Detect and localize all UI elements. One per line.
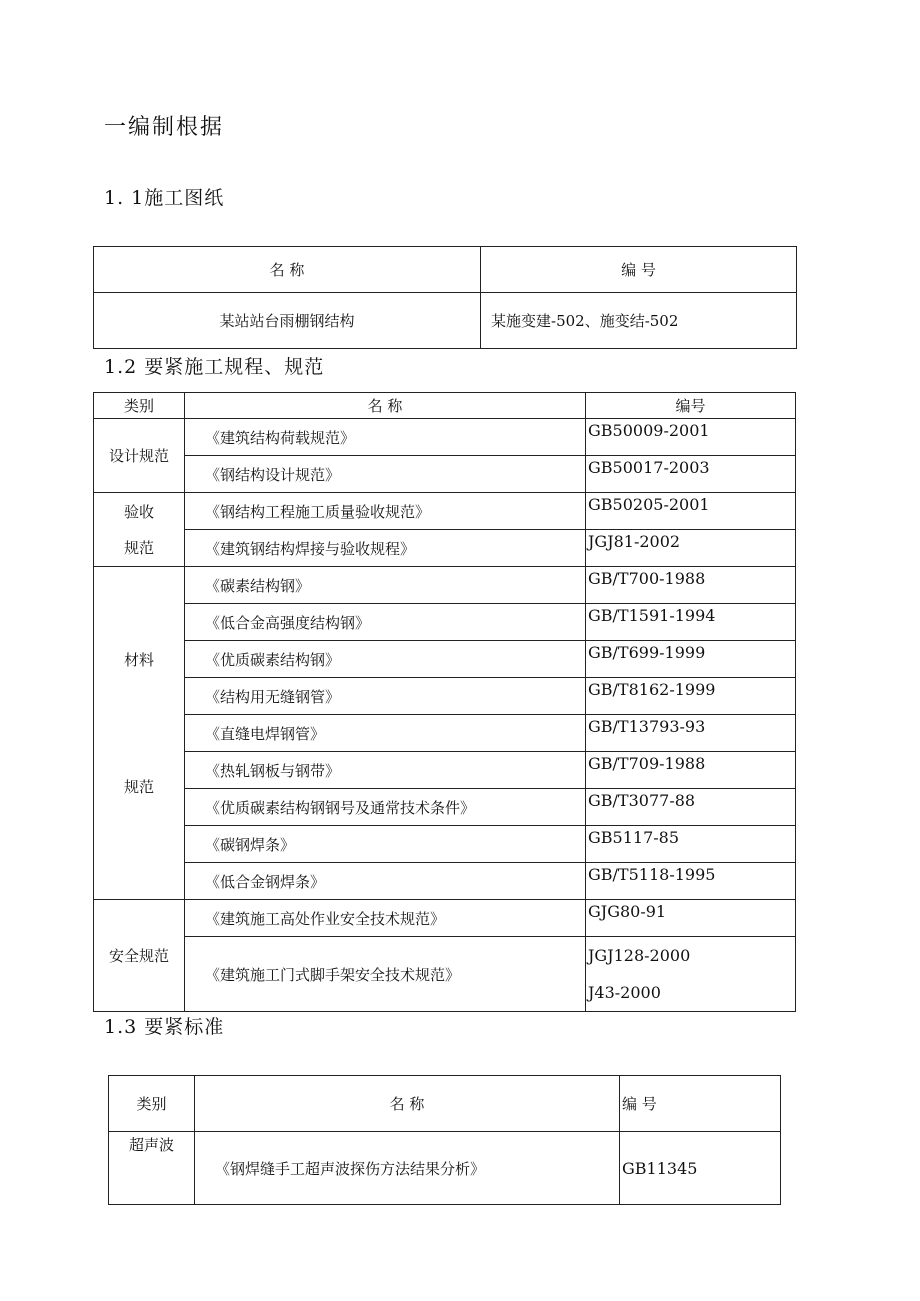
standard-code: GB/T1591-1994 xyxy=(586,604,796,641)
header-category: 类别 xyxy=(94,393,185,419)
header-name: 名 称 xyxy=(195,1076,620,1132)
standard-code: GB/T3077-88 xyxy=(586,789,796,826)
standard-code: GB50017-2003 xyxy=(586,456,796,493)
header-code: 编 号 xyxy=(481,247,797,293)
standard-code: GB/T8162-1999 xyxy=(586,678,796,715)
standard-name: 《碳素结构钢》 xyxy=(185,567,586,604)
category-material: 材料 xyxy=(94,567,185,752)
standard-name: 《钢结构工程施工质量验收规范》 xyxy=(185,493,586,530)
category-accept-2: 规范 xyxy=(94,530,185,567)
category-ultrasonic: 超声波 xyxy=(109,1132,195,1205)
standard-code: JGJ81-2002 xyxy=(586,530,796,567)
category-accept-1: 验收 xyxy=(94,493,185,530)
standard-code: GB/T699-1999 xyxy=(586,641,796,678)
standard-code: GJG80-91 xyxy=(586,900,796,937)
standard-code-line-1: JGJ128-2000 xyxy=(588,946,691,965)
category-design: 设计规范 xyxy=(94,419,185,493)
standard-code xyxy=(586,937,796,1012)
standard-code: GB/T700-1988 xyxy=(586,567,796,604)
category-spec: 规范 xyxy=(94,752,185,900)
standard-name: 《建筑施工高处作业安全技术规范》 xyxy=(185,900,586,937)
document-heading: 一编制根据 xyxy=(104,115,225,140)
standard-name: 《钢焊缝手工超声波探伤方法结果分析》 xyxy=(195,1132,620,1205)
standard-name: 《低合金钢焊条》 xyxy=(185,863,586,900)
quality-standards-table xyxy=(108,1075,781,1205)
standard-code: GB/T5118-1995 xyxy=(586,863,796,900)
drawing-code: 某施变建-502、施变结-502 xyxy=(481,293,797,349)
drawing-name: 某站站台雨棚钢结构 xyxy=(94,293,481,349)
header-code: 编号 xyxy=(586,393,796,419)
standard-code-line-2: J43-2000 xyxy=(588,983,661,1002)
section-1-title: 1. 1施工图纸 xyxy=(104,187,225,209)
header-code: 编 号 xyxy=(620,1076,781,1132)
header-name: 名 称 xyxy=(185,393,586,419)
standard-name: 《优质碳素结构钢钢号及通常技术条件》 xyxy=(185,789,586,826)
section-3-title: 1.3 要紧标准 xyxy=(104,1016,225,1038)
standard-code: GB11345 xyxy=(620,1132,781,1205)
standard-code: GB/T13793-93 xyxy=(586,715,796,752)
standard-name: 《建筑钢结构焊接与验收规程》 xyxy=(185,530,586,567)
standards-table xyxy=(93,392,796,1012)
standard-name: 《优质碳素结构钢》 xyxy=(185,641,586,678)
drawings-table xyxy=(93,246,797,349)
standard-name: 《碳钢焊条》 xyxy=(185,826,586,863)
standard-code: GB50205-2001 xyxy=(586,493,796,530)
standard-name: 《建筑施工门式脚手架安全技术规范》 xyxy=(185,937,586,1012)
standard-name: 《直缝电焊钢管》 xyxy=(185,715,586,752)
header-name: 名 称 xyxy=(94,247,481,293)
standard-name: 《结构用无缝钢管》 xyxy=(185,678,586,715)
standard-code: GB5117-85 xyxy=(586,826,796,863)
standard-name: 《建筑结构荷载规范》 xyxy=(185,419,586,456)
section-2-title: 1.2 要紧施工规程、规范 xyxy=(104,356,325,378)
standard-name: 《钢结构设计规范》 xyxy=(185,456,586,493)
standard-name: 《热轧钢板与钢带》 xyxy=(185,752,586,789)
standard-code: GB50009-2001 xyxy=(586,419,796,456)
standard-name: 《低合金高强度结构钢》 xyxy=(185,604,586,641)
standard-code: GB/T709-1988 xyxy=(586,752,796,789)
category-safety: 安全规范 xyxy=(94,900,185,1012)
header-category: 类别 xyxy=(109,1076,195,1132)
